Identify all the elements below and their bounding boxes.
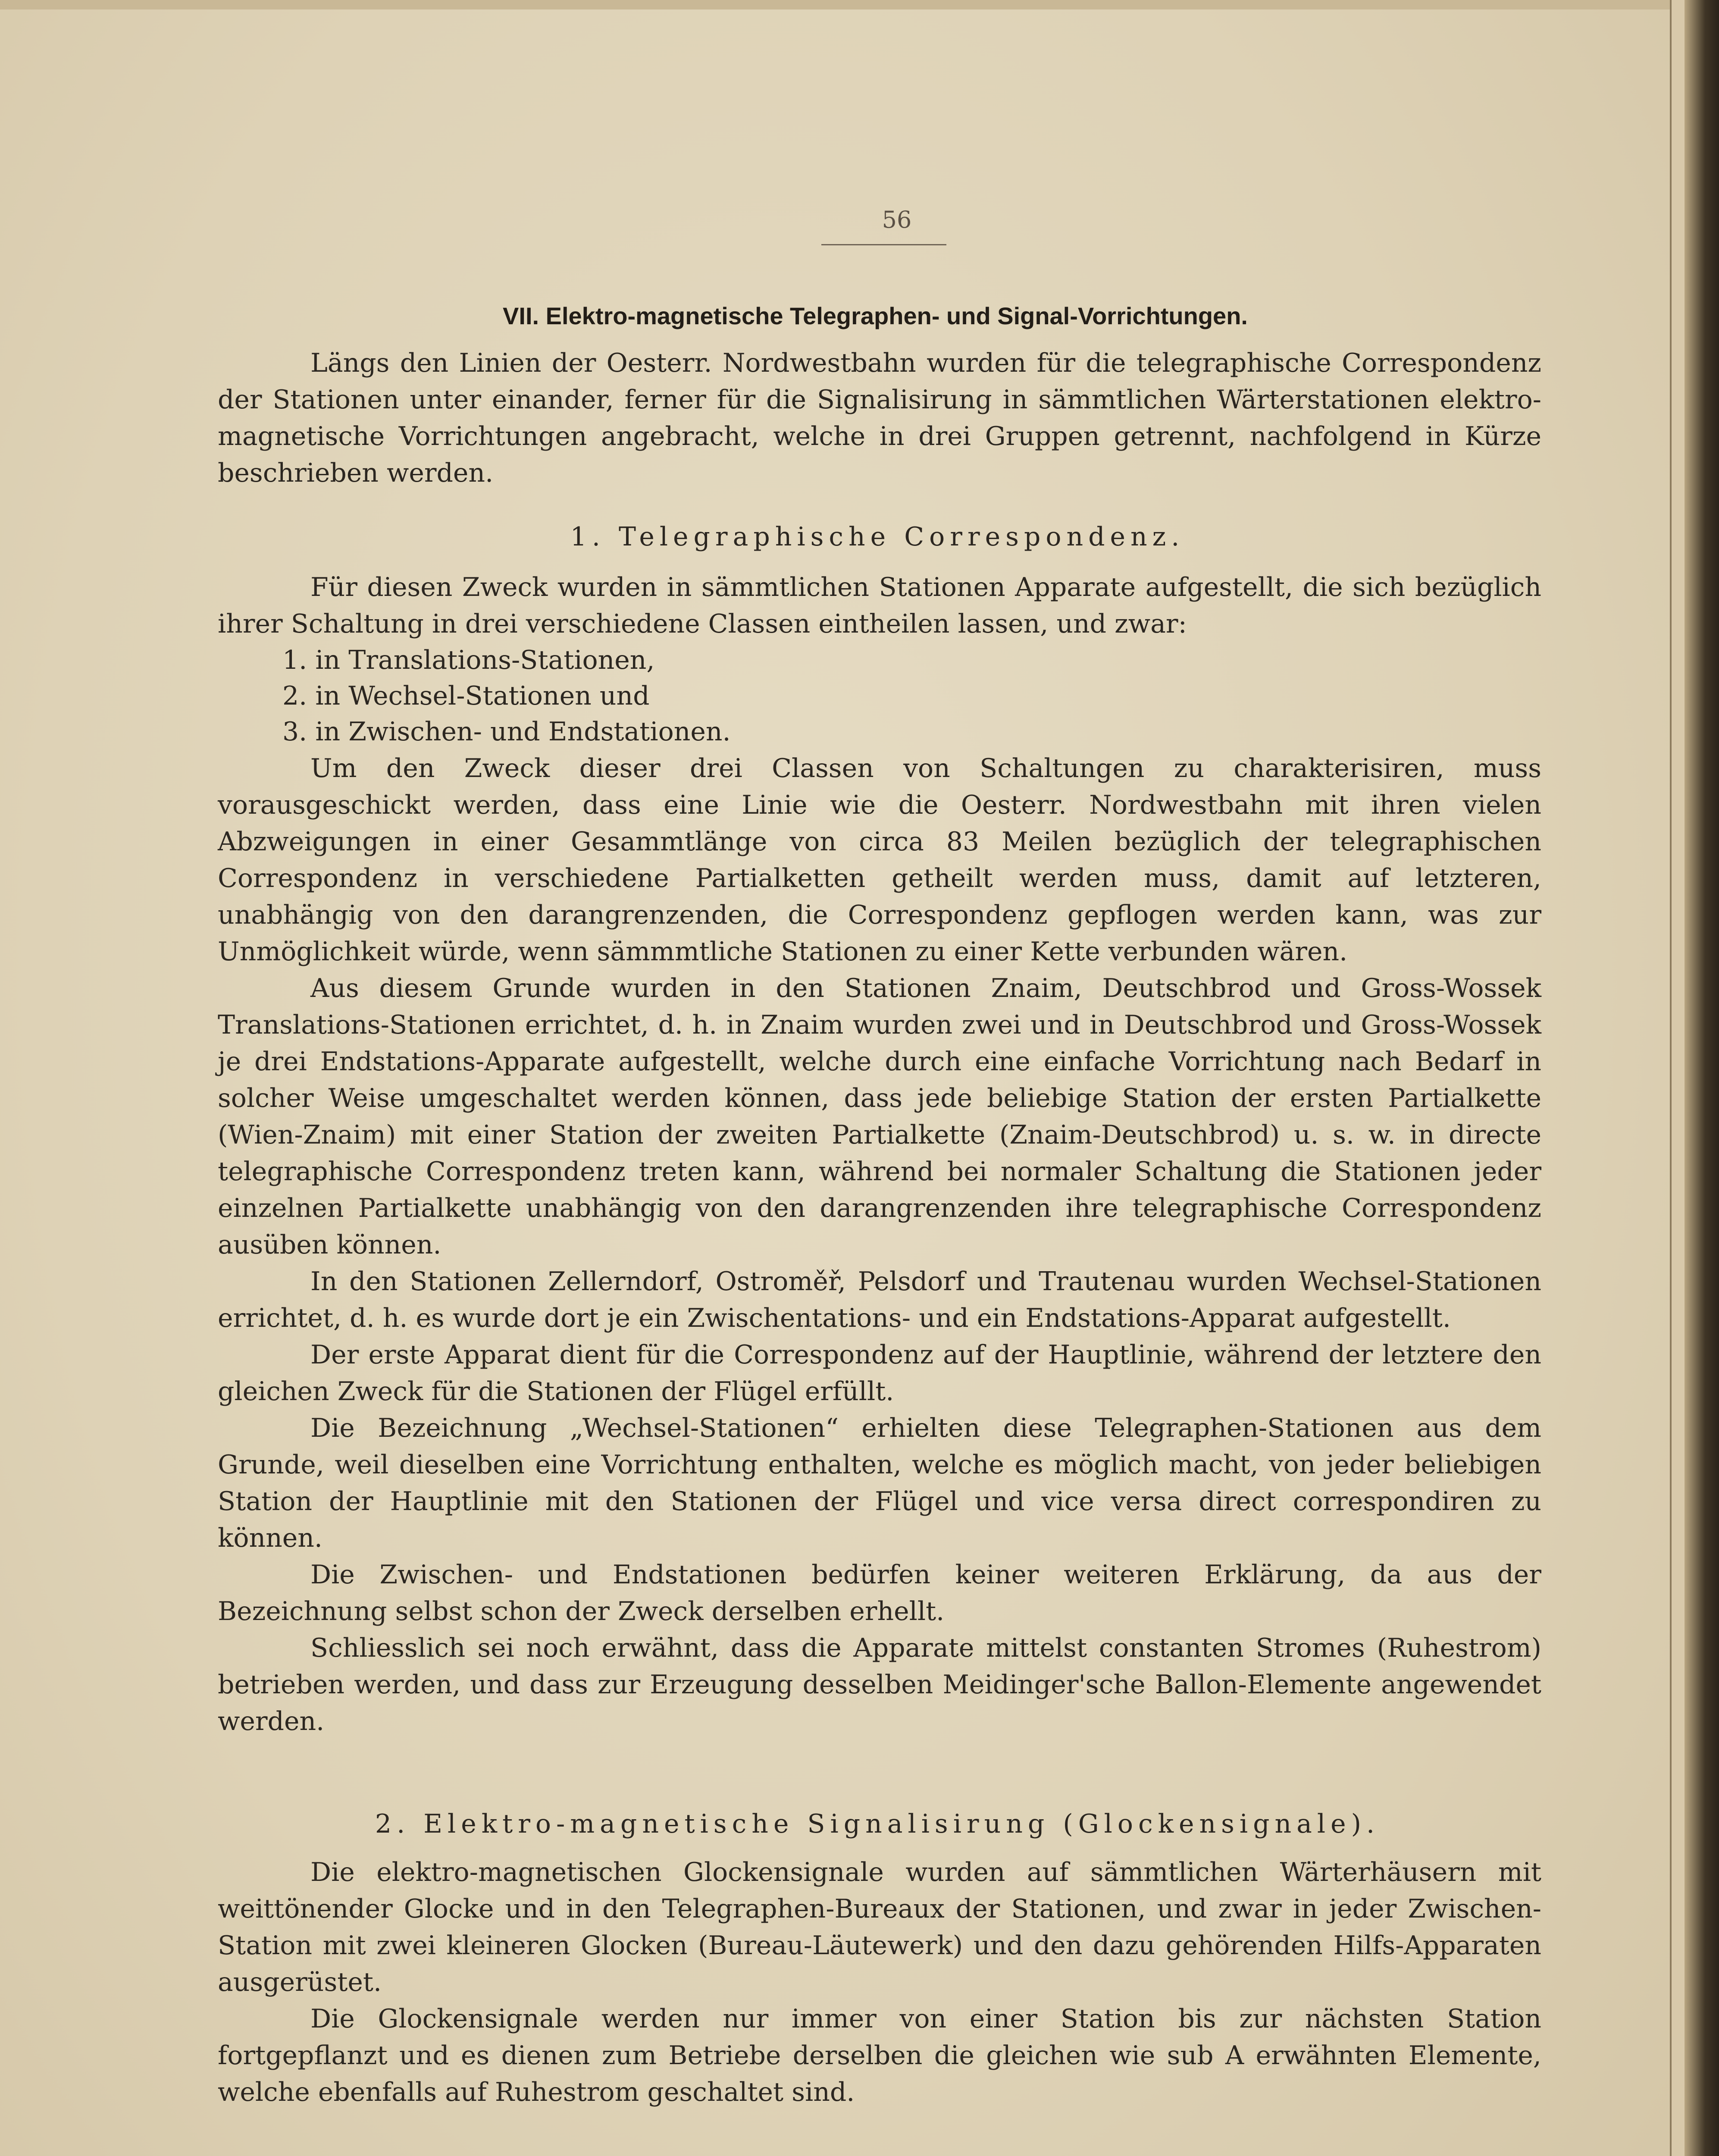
page-number: 56 (882, 206, 912, 233)
intro-paragraph-block (218, 345, 1541, 492)
section1-block-a (218, 569, 1541, 642)
subheading-glockensignale: 2. Elektro-magnetische Signalisirung (Glockensignale). (375, 1809, 1380, 1839)
list-item: 3. in Zwischen- und Endstationen. (282, 717, 731, 747)
intro-paragraph: Längs den Linien der Oesterr. Nordwestbahn wurden für die telegraphische Correspondenz der Stationen unter einander, ferner für die Signalisirung in sämmtlichen Wärterstationen elektro-magnetische Vorrichtungen angebracht, welche in drei Gruppen getrennt, nachfolgend in Kürze beschrieben werden. (218, 348, 1541, 488)
paragraph: Für diesen Zweck wurden in sämmtlichen Stationen Apparate aufgestellt, die sich bezüglich ihrer Schaltung in drei verschiedene Classen eintheilen lassen, und zwar: (218, 572, 1541, 639)
paragraph: Die elektro-magnetischen Glockensignale wurden auf sämmtlichen Wärterhäusern mit weittönender Glocke und in den Telegraphen-Bureaux der Stationen, und zwar in jeder Zwischen-Station mit zwei kleineren Glocken (Bureau-Läutewerk) und den dazu gehörenden Hilfs-Apparaten ausgerüstet. (218, 1857, 1541, 1997)
paragraph: Um den Zweck dieser drei Classen von Schaltungen zu charakterisiren, muss vorausgeschickt werden, dass eine Linie wie die Oesterr. Nordwestbahn mit ihren vielen Abzweigungen in einer Gesammtlänge von circa 83 Meilen bezüglich der telegraphischen Correspondenz in verschiedene Partialketten getheilt werden muss, damit auf letzteren, unabhängig von den darangrenzenden, die Correspondenz gepflogen werden kann, was zur Unmöglichkeit würde, wenn sämmmtliche Stationen zu einer Kette verbunden wären. (218, 753, 1541, 967)
paragraph: Der erste Apparat dient für die Correspondenz auf der Hauptlinie, während der letztere den gleichen Zweck für die Stationen der Flügel erfüllt. (218, 1340, 1541, 1407)
page-top-edge (0, 0, 1719, 9)
binding-shadow (1685, 0, 1719, 2156)
section2-block (218, 1854, 1541, 2111)
list-item: 1. in Translations-Stationen, (282, 645, 655, 675)
paragraph: Schliesslich sei noch erwähnt, dass die Apparate mittelst constanten Stromes (Ruhestrom) betrieben werden, und dass zur Erzeugung desselben Meidinger'sche Ballon-Elemente angewendet werden. (218, 1633, 1541, 1736)
paragraph: Die Glockensignale werden nur immer von einer Station bis zur nächsten Station fortgepflanzt und es dienen zum Betriebe derselben die gleichen wie sub A erwähnten Elemente, welche ebenfalls auf Ruhestrom geschaltet sind. (218, 2004, 1541, 2107)
station-class-list (282, 642, 731, 750)
paragraph: Aus diesem Grunde wurden in den Stationen Znaim, Deutschbrod und Gross-Wossek Translations-Stationen errichtet, d. h. in Znaim wurden zwei und in Deutschbrod und Gross-Wossek je drei Endstations-Apparate aufgestellt, welche durch eine einfache Vorrichtung nach Bedarf in solcher Weise umgeschaltet werden können, dass jede beliebige Station der ersten Partialkette (Wien-Znaim) mit einer Station der zweiten Partialkette (Znaim-Deutschbrod) u. s. w. in directe telegraphische Correspondenz treten kann, während bei normaler Schaltung die Stationen jeder einzelnen Partialkette unabhängig von den darangrenzenden ihre telegraphische Correspondenz ausüben können. (218, 973, 1541, 1260)
subheading-telegraphische-correspondenz: 1. Telegraphische Correspondenz. (570, 522, 1185, 552)
paragraph: In den Stationen Zellerndorf, Ostroměř, Pelsdorf und Trautenau wurden Wechsel-Stationen errichtet, d. h. es wurde dort je ein Zwischentations- und ein Endstations-Apparat aufgestellt. (218, 1266, 1541, 1333)
page-edge-strip (1670, 0, 1685, 2156)
paragraph: Die Zwischen- und Endstationen bedürfen keiner weiteren Erklärung, da aus der Bezeichnung selbst schon der Zweck derselben erhellt. (218, 1560, 1541, 1626)
list-item: 2. in Wechsel-Stationen und (282, 681, 650, 711)
page-number-rule (821, 244, 946, 245)
section1-block-b (218, 750, 1541, 1740)
section-title: VII. Elektro-magnetische Telegraphen- und Signal-Vorrichtungen. (503, 302, 1248, 329)
paragraph: Die Bezeichnung „Wechsel-Stationen“ erhielten diese Telegraphen-Stationen aus dem Grunde, weil dieselben eine Vorrichtung enthalten, welche es möglich macht, von jeder beliebigen Station der Hauptlinie mit den Stationen der Flügel und vice versa direct correspondiren zu können. (218, 1413, 1541, 1553)
